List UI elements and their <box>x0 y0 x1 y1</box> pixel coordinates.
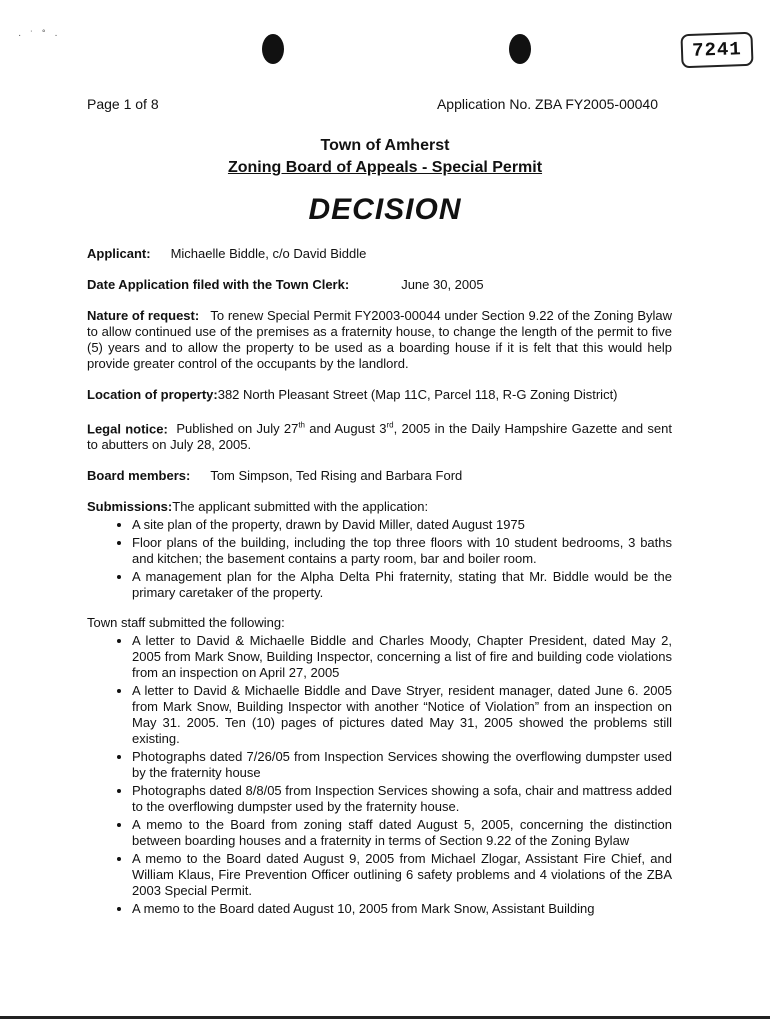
applicant-value: Michaelle Biddle, c/o David Biddle <box>170 246 367 261</box>
list-item: • Photographs dated 7/26/05 from Inspection Services showing the overflowing dumpster used by the fraternity house <box>132 749 672 781</box>
scan-specks: · ˙ ˚ · <box>18 30 61 41</box>
date-filed-label: Date Application filed with the Town Clerk: <box>87 277 350 292</box>
punch-hole-right <box>509 34 531 64</box>
location-label: Location of property: <box>87 387 218 402</box>
document-body <box>87 246 672 919</box>
list-item: • A memo to the Board dated August 10, 2005 from Mark Snow, Assistant Building <box>132 901 672 917</box>
list-item: • A letter to David & Michaelle Biddle and Dave Stryer, resident manager, dated June 6. 2005 from Mark Snow, Building Inspector with another “Notice of Violation” from an inspection on May 31. 2005. Ten (10) pages of pictures dated May 31, 2005 showed the problems still existing. <box>132 683 672 747</box>
submissions-label: Submissions: <box>87 499 173 515</box>
document-stamp: 7241 <box>680 32 753 68</box>
submissions-intro: The applicant submitted with the application: <box>172 499 429 515</box>
list-item: • A letter to David & Michaelle Biddle and Charles Moody, Chapter President, dated May 2, 2005 from Mark Snow, Building Inspector, concerning a list of fire and building code violations from an inspection on April 27, 2005 <box>132 633 672 681</box>
punch-hole-left <box>262 34 284 64</box>
applicant-label: Applicant: <box>87 246 151 261</box>
board-members-value: Tom Simpson, Ted Rising and Barbara Ford <box>210 468 463 484</box>
legal-notice-label: Legal notice: <box>87 421 168 437</box>
list-item: • A management plan for the Alpha Delta Phi fraternity, stating that Mr. Biddle would be the primary caretaker of the property. <box>132 569 672 601</box>
submissions-section <box>87 499 672 601</box>
decision-heading: DECISION <box>308 193 462 226</box>
list-item: • A memo to the Board dated August 9, 2005 from Michael Zlogar, Assistant Fire Chief, and William Klaus, Fire Prevention Officer outlining 6 safety problems and 4 violations of the ZBA 2003 Special Permit. <box>132 851 672 899</box>
location-value: 382 North Pleasant Street (Map 11C, Parcel 118, R-G Zoning District) <box>217 387 618 402</box>
title-block <box>0 135 770 227</box>
location-row <box>87 387 672 403</box>
nature-row <box>87 308 672 372</box>
board-members-label: Board members: <box>87 468 191 484</box>
date-filed-row <box>87 277 672 293</box>
date-filed-value: June 30, 2005 <box>401 277 484 292</box>
application-number: Application No. ZBA FY2005-00040 <box>436 96 658 112</box>
legal-notice-text: Published on July 27th and August 3rd, 2005 in the Daily Hampshire Gazette and sent to abutters on July 28, 2005. <box>87 421 672 453</box>
nature-label: Nature of request: <box>87 308 200 323</box>
legal-notice-row <box>87 418 672 453</box>
list-item: • A site plan of the property, drawn by David Miller, dated August 1975 <box>132 517 672 533</box>
nature-value: To renew Special Permit FY2003-00044 under Section 9.22 of the Zoning Bylaw to allow continued use of the premises as a fraternity house, to change the length of the permit to five (5) years and to allow the property to be used as a boarding house if it is felt that this would help provide greater control of the occupants by the landlord. <box>87 308 672 371</box>
town-name: Town of Amherst <box>320 137 450 154</box>
list-item: • Photographs dated 8/8/05 from Inspection Services showing a sofa, chair and mattress added to the overflowing dumpster used by the fraternity house. <box>132 783 672 815</box>
board-title: Zoning Board of Appeals - Special Permit <box>227 159 543 176</box>
page-number: Page 1 of 8 <box>87 96 159 112</box>
list-item: • A memo to the Board from zoning staff dated August 5, 2005, concerning the distinction between boarding houses and a fraternity in terms of Section 9.22 of the Zoning Bylaw <box>132 817 672 849</box>
page-bottom-edge <box>0 1016 770 1019</box>
board-members-row <box>87 468 672 484</box>
submissions-list <box>87 517 672 601</box>
list-item: • Floor plans of the building, including the top three floors with 10 student bedrooms, 3 baths and kitchen; the basement contains a party room, bar and boiler room. <box>132 535 672 567</box>
applicant-row <box>87 246 672 262</box>
staff-list <box>87 633 672 917</box>
staff-intro: Town staff submitted the following: <box>87 615 285 631</box>
